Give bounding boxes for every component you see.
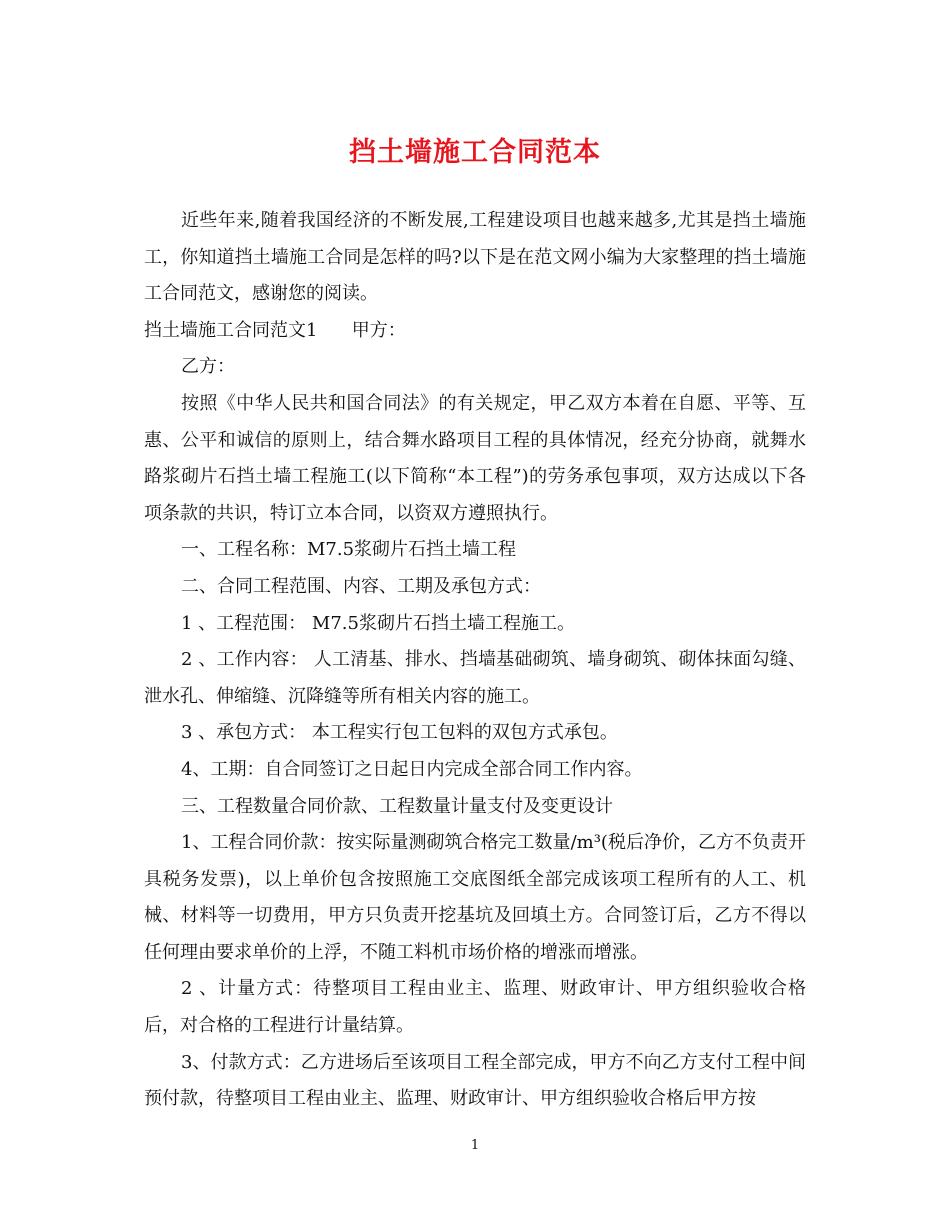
paragraph-intro: 近些年来,随着我国经济的不断发展,工程建设项目也越来越多,尤其是挡土墙施工，你知道挡土墙施工合同是怎样的吗?以下是在范文网小编为大家整理的挡土墙施工合同范文，感谢您的阅读。	[144, 210, 806, 305]
paragraph-party-b: 乙方：	[181, 356, 235, 378]
paragraph-section-two-heading: 二、合同工程范围、内容、工期及承包方式：	[181, 575, 541, 597]
document-body	[144, 203, 806, 1118]
paragraph-section-three-heading: 三、工程数量合同价款、工程数量计量支付及变更设计	[181, 795, 613, 817]
paragraph-payment: 3、付款方式：乙方进场后至该项目工程全部完成，甲方不向乙方支付工程中间预付款，待整项目工程由业主、监理、财政审计、甲方组织验收合格后甲方按	[144, 1051, 806, 1110]
paragraph-preamble: 按照《中华人民共和国合同法》的有关规定，甲乙双方本着在自愿、平等、互惠、公平和诚信的原则上，结合舞水路项目工程的具体情况，经充分协商，就舞水路浆砌片石挡土墙工程施工(以下简称“本工程”)的劳务承包事项，双方达成以下各项条款的共识，特订立本合同，以资双方遵照执行。	[144, 392, 806, 524]
paragraph-contract-method: 3 、承包方式： 本工程实行包工包料的双包方式承包。	[181, 722, 618, 744]
paragraph-work-content: 2 、工作内容： 人工清基、排水、挡墙基础砌筑、墙身砌筑、砌体抹面勾缝、泄水孔、伸缩缝、沉降缝等所有相关内容的施工。	[144, 649, 806, 707]
paragraph-duration: 4、工期：自合同签订之日起日内完成全部合同工作内容。	[181, 758, 643, 780]
paragraph-project-name: 一、工程名称：M7.5浆砌片石挡土墙工程	[181, 539, 517, 561]
paragraph-sample-heading: 挡土墙施工合同范文1 甲方：	[144, 319, 406, 341]
document-title: 挡土墙施工合同范本	[349, 137, 601, 168]
paragraph-measurement: 2 、计量方式：待整项目工程由业主、监理、财政审计、甲方组织验收合格后，对合格的工程进行计量结算。	[144, 978, 806, 1037]
page-number: 1	[470, 1138, 480, 1153]
paragraph-scope: 1 、工程范围： M7.5浆砌片石挡土墙工程施工。	[181, 612, 575, 634]
paragraph-contract-price: 1、工程合同价款：按实际量测砌筑合格完工数量/m³(税后净价，乙方不负责开具税务发票)，以上单价包含按照施工交底图纸全部完成该项工程所有的人工、机械、材料等一切费用，甲方只负责开挖基坑及回填土方。合同签订后，乙方不得以任何理由要求单价的上浮，不随工料机市场价格的增涨而增涨。	[144, 832, 806, 963]
